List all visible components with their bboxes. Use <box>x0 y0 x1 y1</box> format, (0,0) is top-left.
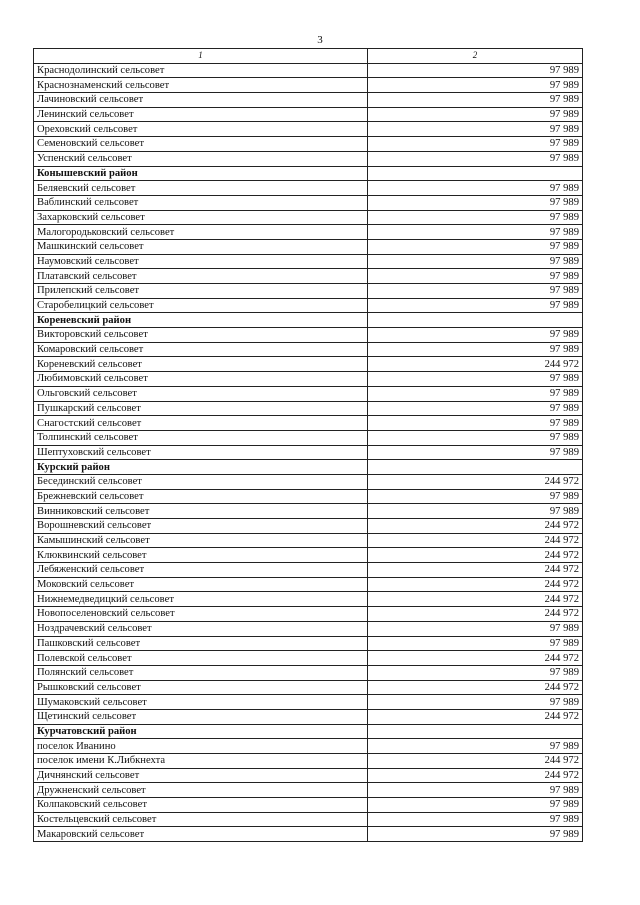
amount-value: 244 972 <box>368 592 583 607</box>
amount-value: 97 989 <box>368 430 583 445</box>
settlement-name: Нижнемедведицкий сельсовет <box>34 592 368 607</box>
table-row <box>34 151 583 166</box>
amount-value: 97 989 <box>368 78 583 93</box>
settlement-name: Лачиновский сельсовет <box>34 93 368 108</box>
settlement-name: Успенский сельсовет <box>34 151 368 166</box>
amount-value <box>368 460 583 475</box>
table-row <box>34 533 583 548</box>
table-row <box>34 93 583 108</box>
amount-value: 97 989 <box>368 416 583 431</box>
amount-value: 97 989 <box>368 225 583 240</box>
table-row <box>34 122 583 137</box>
settlement-name: Щетинский сельсовет <box>34 709 368 724</box>
settlement-name: Дружненский сельсовет <box>34 783 368 798</box>
table-row <box>34 665 583 680</box>
settlement-name: Ворошневский сельсовет <box>34 519 368 534</box>
table-row <box>34 445 583 460</box>
amount-value <box>368 313 583 328</box>
amount-value: 97 989 <box>368 298 583 313</box>
table-row <box>34 210 583 225</box>
district-header-row <box>34 460 583 475</box>
amount-value: 97 989 <box>368 122 583 137</box>
settlement-name: Семеновский сельсовет <box>34 137 368 152</box>
amount-value: 97 989 <box>368 401 583 416</box>
amount-value: 97 989 <box>368 93 583 108</box>
amount-value: 97 989 <box>368 665 583 680</box>
district-name: Курчатовский район <box>34 724 368 739</box>
table-row <box>34 386 583 401</box>
table-row <box>34 239 583 254</box>
table-row <box>34 592 583 607</box>
table-row <box>34 284 583 299</box>
table-row <box>34 298 583 313</box>
settlement-name: Винниковский сельсовет <box>34 504 368 519</box>
settlement-name: Толпинский сельсовет <box>34 430 368 445</box>
amount-value <box>368 724 583 739</box>
table-row <box>34 328 583 343</box>
amount-value <box>368 166 583 181</box>
table-row <box>34 357 583 372</box>
settlement-name: Захарковский сельсовет <box>34 210 368 225</box>
amount-value: 97 989 <box>368 269 583 284</box>
amount-value: 244 972 <box>368 709 583 724</box>
amount-value: 97 989 <box>368 504 583 519</box>
settlement-name: Снагостский сельсовет <box>34 416 368 431</box>
amount-value: 97 989 <box>368 372 583 387</box>
district-name: Конышевский район <box>34 166 368 181</box>
table-row <box>34 798 583 813</box>
amount-value: 97 989 <box>368 798 583 813</box>
settlement-name: Рышковский сельсовет <box>34 680 368 695</box>
settlement-name: Краснознаменский сельсовет <box>34 78 368 93</box>
table-row <box>34 269 583 284</box>
table-header-row <box>34 49 583 64</box>
amount-value: 97 989 <box>368 812 583 827</box>
amount-value: 244 972 <box>368 519 583 534</box>
settlement-name: Ольговский сельсовет <box>34 386 368 401</box>
table-row <box>34 107 583 122</box>
amount-value: 97 989 <box>368 636 583 651</box>
district-name: Курский район <box>34 460 368 475</box>
settlement-name: Прилепский сельсовет <box>34 284 368 299</box>
amount-value: 244 972 <box>368 680 583 695</box>
settlement-name: Клюквинский сельсовет <box>34 548 368 563</box>
amount-value: 97 989 <box>368 137 583 152</box>
amount-value: 97 989 <box>368 445 583 460</box>
amount-value: 97 989 <box>368 827 583 842</box>
amount-value: 244 972 <box>368 563 583 578</box>
settlement-name: Беляевский сельсовет <box>34 181 368 196</box>
table-row <box>34 137 583 152</box>
amount-value: 244 972 <box>368 357 583 372</box>
amount-value: 97 989 <box>368 739 583 754</box>
amount-value: 97 989 <box>368 489 583 504</box>
settlement-name: Полевской сельсовет <box>34 651 368 666</box>
table-row <box>34 401 583 416</box>
settlement-name: Платавский сельсовет <box>34 269 368 284</box>
settlement-name: Бесединский сельсовет <box>34 474 368 489</box>
table-row <box>34 695 583 710</box>
settlement-name: Ленинский сельсовет <box>34 107 368 122</box>
settlement-name: Кореневский сельсовет <box>34 357 368 372</box>
amount-value: 97 989 <box>368 783 583 798</box>
amount-value: 244 972 <box>368 607 583 622</box>
settlement-name: поселок Иванино <box>34 739 368 754</box>
table-row <box>34 181 583 196</box>
table-row <box>34 225 583 240</box>
amount-value: 97 989 <box>368 63 583 78</box>
table-row <box>34 342 583 357</box>
settlement-name: Моковский сельсовет <box>34 577 368 592</box>
table-row <box>34 63 583 78</box>
amount-value: 244 972 <box>368 768 583 783</box>
settlement-name: Краснодолинский сельсовет <box>34 63 368 78</box>
table-row <box>34 651 583 666</box>
table-row <box>34 621 583 636</box>
table-body <box>34 63 583 841</box>
table-row <box>34 195 583 210</box>
amount-value: 244 972 <box>368 474 583 489</box>
amount-value: 97 989 <box>368 386 583 401</box>
settlement-name: Пашковский сельсовет <box>34 636 368 651</box>
table-row <box>34 768 583 783</box>
amount-value: 244 972 <box>368 577 583 592</box>
table-row <box>34 812 583 827</box>
table-row <box>34 504 583 519</box>
column-header-2: 2 <box>368 49 583 64</box>
page-number: 3 <box>317 34 323 46</box>
table-row <box>34 827 583 842</box>
amount-value: 97 989 <box>368 151 583 166</box>
district-header-row <box>34 313 583 328</box>
settlement-name: Ноздрачевский сельсовет <box>34 621 368 636</box>
table-row <box>34 709 583 724</box>
settlement-name: Дичнянский сельсовет <box>34 768 368 783</box>
settlement-name: Шумаковский сельсовет <box>34 695 368 710</box>
table-row <box>34 78 583 93</box>
amount-value: 244 972 <box>368 754 583 769</box>
table-row <box>34 636 583 651</box>
amount-value: 97 989 <box>368 284 583 299</box>
settlement-name: Макаровский сельсовет <box>34 827 368 842</box>
district-header-row <box>34 166 583 181</box>
settlement-name: Викторовский сельсовет <box>34 328 368 343</box>
table-row <box>34 416 583 431</box>
table-row <box>34 607 583 622</box>
table-row <box>34 563 583 578</box>
settlement-name: Полянский сельсовет <box>34 665 368 680</box>
settlement-name: Старобелицкий сельсовет <box>34 298 368 313</box>
table-row <box>34 372 583 387</box>
settlement-name: Любимовский сельсовет <box>34 372 368 387</box>
amount-value: 97 989 <box>368 342 583 357</box>
settlement-name: Новопоселеновский сельсовет <box>34 607 368 622</box>
table-row <box>34 474 583 489</box>
amount-value: 97 989 <box>368 107 583 122</box>
settlement-name: Шептуховский сельсовет <box>34 445 368 460</box>
table-row <box>34 783 583 798</box>
settlement-name: поселок имени К.Либкнехта <box>34 754 368 769</box>
settlement-name: Колпаковский сельсовет <box>34 798 368 813</box>
amount-value: 244 972 <box>368 533 583 548</box>
amount-value: 97 989 <box>368 621 583 636</box>
table-row <box>34 754 583 769</box>
amount-value: 244 972 <box>368 548 583 563</box>
settlement-name: Ваблинский сельсовет <box>34 195 368 210</box>
settlement-name: Камышинский сельсовет <box>34 533 368 548</box>
column-header-1: 1 <box>34 49 368 64</box>
district-name: Кореневский район <box>34 313 368 328</box>
amount-value: 97 989 <box>368 210 583 225</box>
settlement-name: Ореховский сельсовет <box>34 122 368 137</box>
table-row <box>34 254 583 269</box>
table-row <box>34 430 583 445</box>
table-row <box>34 739 583 754</box>
settlement-name: Костельцевский сельсовет <box>34 812 368 827</box>
table-row <box>34 519 583 534</box>
allocation-table <box>33 48 583 842</box>
settlement-name: Брежневский сельсовет <box>34 489 368 504</box>
amount-value: 97 989 <box>368 328 583 343</box>
settlement-name: Комаровский сельсовет <box>34 342 368 357</box>
amount-value: 244 972 <box>368 651 583 666</box>
table-row <box>34 577 583 592</box>
amount-value: 97 989 <box>368 239 583 254</box>
settlement-name: Машкинский сельсовет <box>34 239 368 254</box>
settlement-name: Наумовский сельсовет <box>34 254 368 269</box>
amount-value: 97 989 <box>368 181 583 196</box>
settlement-name: Малогородьковский сельсовет <box>34 225 368 240</box>
settlement-name: Пушкарский сельсовет <box>34 401 368 416</box>
amount-value: 97 989 <box>368 195 583 210</box>
settlement-name: Лебяженский сельсовет <box>34 563 368 578</box>
table-row <box>34 489 583 504</box>
district-header-row <box>34 724 583 739</box>
table-row <box>34 548 583 563</box>
amount-value: 97 989 <box>368 254 583 269</box>
amount-value: 97 989 <box>368 695 583 710</box>
table-row <box>34 680 583 695</box>
